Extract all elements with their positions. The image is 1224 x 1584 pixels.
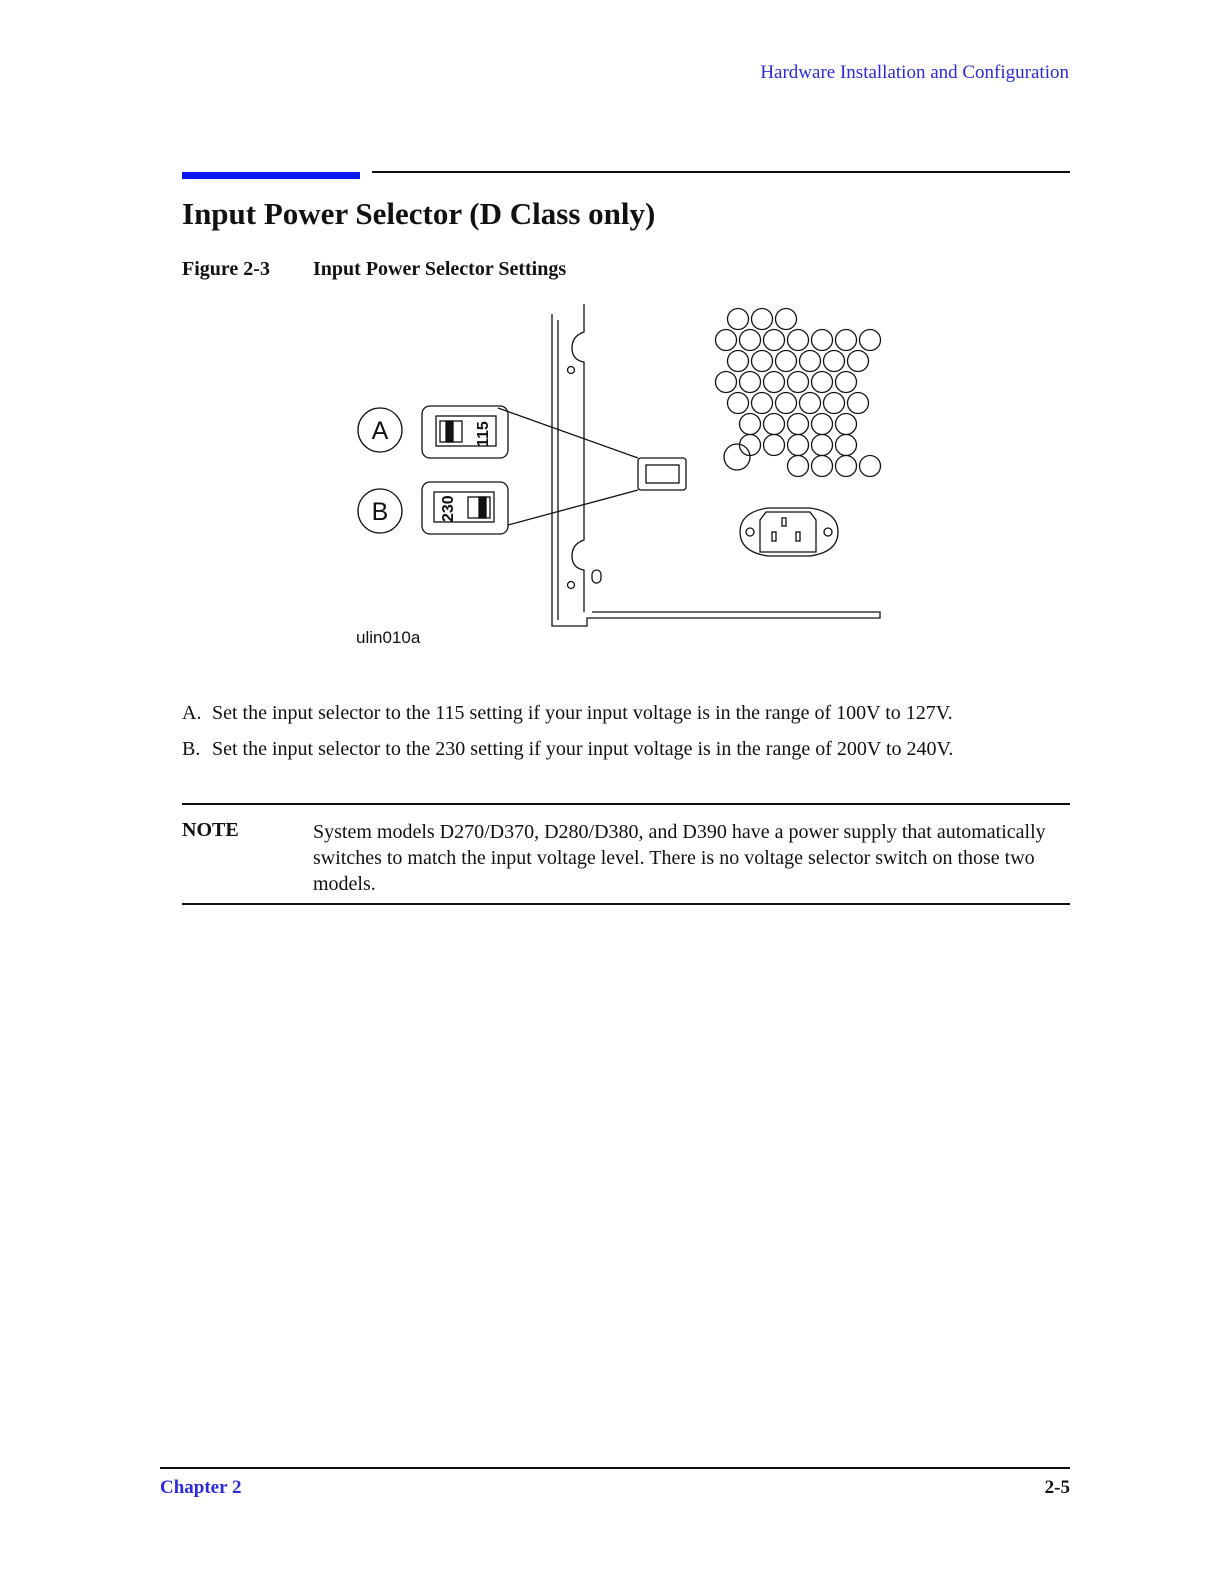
panel-screw-top xyxy=(568,367,575,374)
switch-a-housing xyxy=(422,406,508,458)
vent-hole xyxy=(716,330,737,351)
step-a-marker: A. xyxy=(182,702,202,724)
footer-chapter: Chapter 2 xyxy=(160,1477,242,1498)
step-a-text: Set the input selector to the 115 setting if your input voltage is in the range of 100V to 127V. xyxy=(212,702,953,724)
vent-hole xyxy=(776,351,797,372)
selector-window-inner xyxy=(646,465,679,483)
power-selector-illustration xyxy=(340,300,900,630)
vent-hole xyxy=(812,456,833,477)
step-b xyxy=(182,738,1082,761)
vent-hole xyxy=(848,351,869,372)
section-title: Input Power Selector (D Class only) xyxy=(182,196,656,231)
vent-hole xyxy=(752,309,773,330)
vent-hole xyxy=(728,309,749,330)
ac-inlet-pin-left xyxy=(772,532,776,541)
vent-hole xyxy=(848,393,869,414)
section-divider-rule xyxy=(372,171,1070,173)
note-label: NOTE xyxy=(182,819,239,841)
figure-title: Input Power Selector Settings xyxy=(313,258,567,280)
vent-grille xyxy=(716,309,881,477)
vent-hole xyxy=(752,351,773,372)
vent-hole xyxy=(812,414,833,435)
vent-hole xyxy=(764,435,785,456)
step-b-text: Set the input selector to the 230 setting if your input voltage is in the range of 200V to 240V. xyxy=(212,738,954,760)
footer-page-number: 2-5 xyxy=(1044,1477,1070,1498)
vent-hole xyxy=(836,435,857,456)
vent-hole xyxy=(836,456,857,477)
vent-hole xyxy=(724,444,750,470)
figure-caption xyxy=(182,258,566,281)
leader-line-b xyxy=(508,490,638,525)
vent-hole xyxy=(812,435,833,456)
ac-inlet-pin-right xyxy=(796,532,800,541)
ac-inlet-ground-pin xyxy=(782,518,786,526)
vent-hole xyxy=(836,414,857,435)
vent-hole xyxy=(788,372,809,393)
vent-hole xyxy=(764,372,785,393)
running-header: Hardware Installation and Configuration xyxy=(760,62,1069,83)
ac-inlet-screw-right xyxy=(824,528,832,536)
switch-a-toggle xyxy=(446,421,453,442)
footer-rule xyxy=(160,1467,1070,1469)
vent-hole xyxy=(764,414,785,435)
step-b-marker: B. xyxy=(182,738,201,760)
panel-slot xyxy=(592,570,601,583)
note-text: System models D270/D370, D280/D380, and D390 have a power supply that automatically switches to match the input voltage level. There is no voltage selector switch on those two models. xyxy=(313,821,1046,895)
vent-hole xyxy=(788,435,809,456)
vent-hole xyxy=(740,330,761,351)
switch-b-housing xyxy=(422,482,508,534)
ac-inlet-plate xyxy=(740,508,838,556)
ac-inlet-socket xyxy=(760,512,816,552)
vent-hole xyxy=(776,393,797,414)
vent-hole xyxy=(836,372,857,393)
vent-hole xyxy=(860,330,881,351)
chassis-panel-edge xyxy=(558,304,584,620)
vent-hole xyxy=(776,309,797,330)
vent-hole xyxy=(824,393,845,414)
power-selector-figure xyxy=(340,300,900,660)
vent-hole xyxy=(728,351,749,372)
vent-hole xyxy=(788,414,809,435)
vent-hole xyxy=(836,330,857,351)
vent-hole xyxy=(740,414,761,435)
vent-hole xyxy=(788,330,809,351)
leader-line-a xyxy=(498,408,638,458)
vent-hole xyxy=(800,351,821,372)
callout-a-label: A xyxy=(371,417,389,445)
switch-b-toggle xyxy=(479,497,486,518)
vent-hole xyxy=(812,372,833,393)
vent-hole xyxy=(740,372,761,393)
callout-b-label: B xyxy=(371,498,389,526)
vent-hole xyxy=(764,330,785,351)
vent-hole xyxy=(752,393,773,414)
vent-hole xyxy=(860,456,881,477)
section-accent-rule xyxy=(182,172,360,179)
panel-screw-bottom xyxy=(568,582,575,589)
step-a xyxy=(182,702,1082,725)
vent-hole xyxy=(812,330,833,351)
figure-number: Figure 2-3 xyxy=(182,258,270,280)
vent-hole xyxy=(800,393,821,414)
switch-a-setting-label: 115 xyxy=(475,421,492,447)
figure-id: ulin010a xyxy=(356,628,421,647)
vent-hole xyxy=(716,372,737,393)
vent-hole xyxy=(824,351,845,372)
vent-hole xyxy=(728,393,749,414)
instruction-list xyxy=(182,702,1082,774)
note-box xyxy=(182,803,1070,905)
vent-hole xyxy=(788,456,809,477)
switch-b-setting-label: 230 xyxy=(440,495,457,522)
ac-inlet-screw-left xyxy=(746,528,754,536)
